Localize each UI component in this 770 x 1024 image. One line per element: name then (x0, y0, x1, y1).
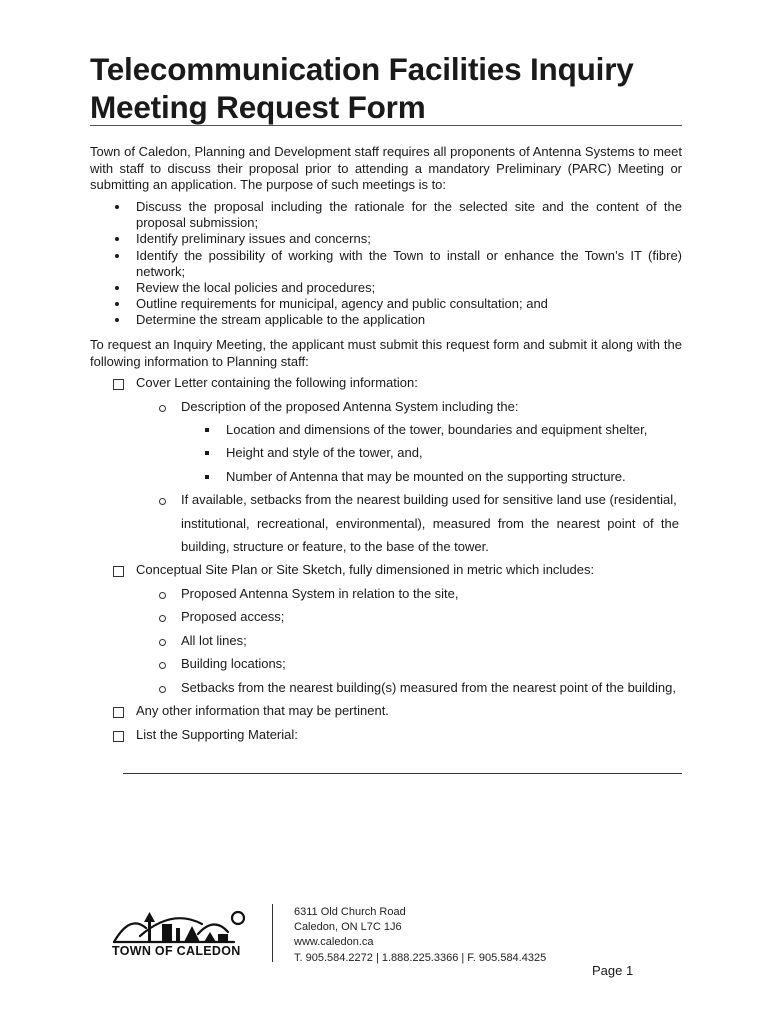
purpose-item: Identify the possibility of working with the Town to install or enhance the Town’s IT (fibre) network; (90, 248, 682, 280)
footer-website[interactable]: www.caledon.ca (294, 936, 374, 948)
lot-lines-item: All lot lines; (181, 633, 247, 648)
purpose-item: Identify preliminary issues and concerns; (90, 231, 682, 247)
supporting-material-label: List the Supporting Material: (136, 727, 298, 742)
title-divider (90, 125, 682, 126)
request-paragraph: To request an Inquiry Meeting, the applicant must submit this request form and submit it along with the following information to Planning staff: (90, 337, 682, 369)
height-item: Height and style of the tower, and, (226, 445, 423, 460)
circle-bullet-icon (159, 498, 166, 505)
other-info-checkbox[interactable] (113, 707, 124, 718)
purpose-item: Outline requirements for municipal, agency and public consultation; and (90, 296, 682, 312)
setbacks-item-line2: institutional, recreational, environmental), measured from the nearest point of the (181, 516, 679, 531)
form-title: Telecommunication Facilities Inquiry Meeting Request Form (90, 51, 634, 125)
bullet-icon (115, 302, 119, 306)
site-plan-checkbox[interactable] (113, 566, 124, 577)
bullet-icon (115, 237, 119, 241)
purpose-item: Review the local policies and procedures; (90, 280, 682, 296)
square-bullet-icon (205, 451, 209, 455)
proposed-antenna-item: Proposed Antenna System in relation to the site, (181, 586, 459, 601)
circle-bullet-icon (159, 639, 166, 646)
town-logo-text: TOWN OF CALEDON (112, 944, 241, 958)
other-info-label: Any other information that may be pertinent. (136, 703, 389, 718)
square-bullet-icon (205, 475, 209, 479)
cover-letter-label: Cover Letter containing the following information: (136, 375, 418, 390)
setbacks-nearest-item: Setbacks from the nearest building(s) measured from the nearest point of the building, (181, 680, 676, 695)
footer-divider (272, 904, 273, 962)
square-bullet-icon (205, 428, 209, 432)
supporting-material-line[interactable] (123, 773, 682, 774)
bullet-icon (115, 318, 119, 322)
bullet-icon (115, 286, 119, 290)
footer-address-line1: 6311 Old Church Road (294, 906, 406, 918)
building-locations-item: Building locations; (181, 656, 286, 671)
supporting-material-checkbox[interactable] (113, 731, 124, 742)
description-item: Description of the proposed Antenna System including the: (181, 399, 519, 414)
circle-bullet-icon (159, 405, 166, 412)
circle-bullet-icon (159, 686, 166, 693)
purpose-item: Discuss the proposal including the rationale for the selected site and the content of the proposal submission; (90, 199, 682, 231)
bullet-icon (115, 254, 119, 258)
footer-address-line2: Caledon, ON L7C 1J6 (294, 921, 402, 933)
purpose-list (90, 199, 682, 329)
circle-bullet-icon (159, 592, 166, 599)
footer-phones: T. 905.584.2272 | 1.888.225.3366 | F. 905.584.4325 (294, 952, 547, 964)
proposed-access-item: Proposed access; (181, 609, 285, 624)
setbacks-item-line1: If available, setbacks from the nearest building used for sensitive land use (residential, (181, 492, 677, 507)
page-number: Page 1 (592, 963, 634, 978)
intro-paragraph: Town of Caledon, Planning and Development staff requires all proponents of Antenna Systems to meet with staff to discuss their proposal prior to attending a mandatory Preliminary (PARC) Meeting or submitting an application. The purpose of such meetings is to: (90, 144, 682, 192)
circle-bullet-icon (159, 615, 166, 622)
location-item: Location and dimensions of the tower, boundaries and equipment shelter, (226, 422, 648, 437)
cover-letter-checkbox[interactable] (113, 379, 124, 390)
circle-bullet-icon (159, 662, 166, 669)
setbacks-item-line3: building, structure or feature, to the base of the tower. (181, 539, 489, 554)
bullet-icon (115, 205, 119, 209)
site-plan-label: Conceptual Site Plan or Site Sketch, fully dimensioned in metric which includes: (136, 562, 595, 577)
purpose-item: Determine the stream applicable to the application (90, 312, 682, 328)
antenna-count-item: Number of Antenna that may be mounted on the supporting structure. (226, 469, 626, 484)
